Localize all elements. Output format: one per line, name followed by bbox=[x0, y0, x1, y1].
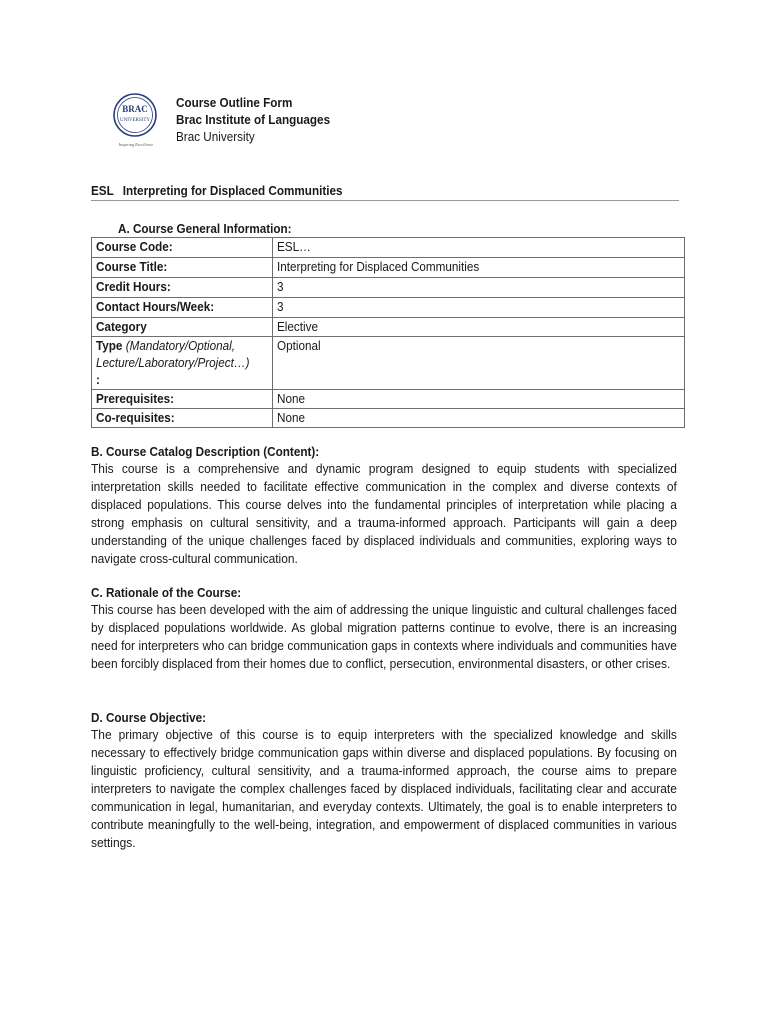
section-d-body: The primary objective of this course is to equip interpreters with the specialized knowledge and skills necessary to effectively bridge communication gaps within diverse and displaced populations. By focusing on linguistic proficiency, cultural sensitivity, and a trauma-informed approach, the course aims to prepare interpreters to navigate the complex challenges faced by displaced individuals, facilitating clear and accurate communication in legal, humanitarian, and everyday contexts. Ultimately, the goal is to enable interpreters to contribute meaningfully to the well-being, integration, and empowerment of displaced communities in various settings. bbox=[91, 727, 677, 850]
university-name: Brac University bbox=[176, 129, 255, 144]
table-row bbox=[92, 337, 685, 390]
row-label: Prerequisites: bbox=[96, 391, 175, 406]
row-value: None bbox=[277, 391, 305, 406]
logo-motto: Inspiring Excellence bbox=[118, 142, 154, 147]
section-b-heading: B. Course Catalog Description (Content): bbox=[91, 444, 320, 459]
row-value: 3 bbox=[277, 279, 284, 294]
document-title bbox=[91, 183, 679, 201]
row-value: None bbox=[277, 410, 305, 425]
row-label: Course Title: bbox=[96, 259, 168, 274]
row-value: Interpreting for Displaced Communities bbox=[277, 259, 480, 274]
row-value: 3 bbox=[277, 299, 284, 314]
document-header bbox=[104, 90, 504, 150]
logo-text-top: BRAC bbox=[122, 104, 148, 114]
section-b-body: This course is a comprehensive and dynamic program designed to equip students with specialized interpretation skills needed to facilitate effective communication in the complex and diverse contexts of displaced populations. This course delves into the fundamental principles of interpretation while placing a strong emphasis on cultural sensitivity, and a trauma-informed approach. Participants will gain a deep understanding of the unique challenges faced by displaced individuals and communities, exploring ways to navigate cross-cultural communication. bbox=[91, 461, 677, 566]
section-d bbox=[91, 709, 677, 852]
row-label: Category bbox=[96, 319, 147, 334]
section-a-heading: A. Course General Information: bbox=[118, 221, 292, 236]
table-row bbox=[92, 238, 685, 258]
row-value: Optional bbox=[277, 338, 321, 353]
row-label: Contact Hours/Week: bbox=[96, 299, 215, 314]
table-row bbox=[92, 298, 685, 318]
row-label-note: Lecture/Laboratory/Project…) bbox=[96, 355, 250, 370]
course-info-table bbox=[91, 237, 685, 428]
section-b bbox=[91, 443, 677, 568]
row-label: Type bbox=[96, 338, 123, 353]
table-row bbox=[92, 390, 685, 409]
section-d-heading: D. Course Objective: bbox=[91, 710, 207, 725]
institute-name: Brac Institute of Languages bbox=[176, 112, 331, 127]
row-label-note: (Mandatory/Optional, bbox=[125, 338, 235, 353]
form-title: Course Outline Form bbox=[176, 95, 293, 110]
logo-text-bottom: UNIVERSITY bbox=[120, 118, 150, 123]
course-title-heading: Interpreting for Displaced Communities bbox=[122, 183, 343, 198]
course-code-prefix: ESL bbox=[91, 183, 114, 198]
row-value: Elective bbox=[277, 319, 318, 334]
table-row bbox=[92, 318, 685, 337]
brac-university-seal-icon bbox=[104, 90, 168, 150]
header-text bbox=[176, 94, 330, 145]
row-label: Course Code: bbox=[96, 239, 173, 254]
row-label: Co-requisites: bbox=[96, 410, 175, 425]
row-label: Credit Hours: bbox=[96, 279, 171, 294]
table-row bbox=[92, 278, 685, 298]
table-row bbox=[92, 258, 685, 278]
section-c-body: This course has been developed with the aim of addressing the unique linguistic and cultural challenges faced by displaced populations worldwide. As global migration patterns continue to evolve, there is an increasing need for interpreters who can bridge communication gaps in contexts where individuals and communities have been forcibly displaced from their homes due to conflict, persecution, environmental disasters, or other crises. bbox=[91, 602, 677, 671]
row-value: ESL… bbox=[277, 239, 311, 254]
section-c bbox=[91, 584, 677, 673]
row-label-note: : bbox=[96, 372, 100, 387]
table-row bbox=[92, 409, 685, 428]
section-c-heading: C. Rationale of the Course: bbox=[91, 585, 242, 600]
